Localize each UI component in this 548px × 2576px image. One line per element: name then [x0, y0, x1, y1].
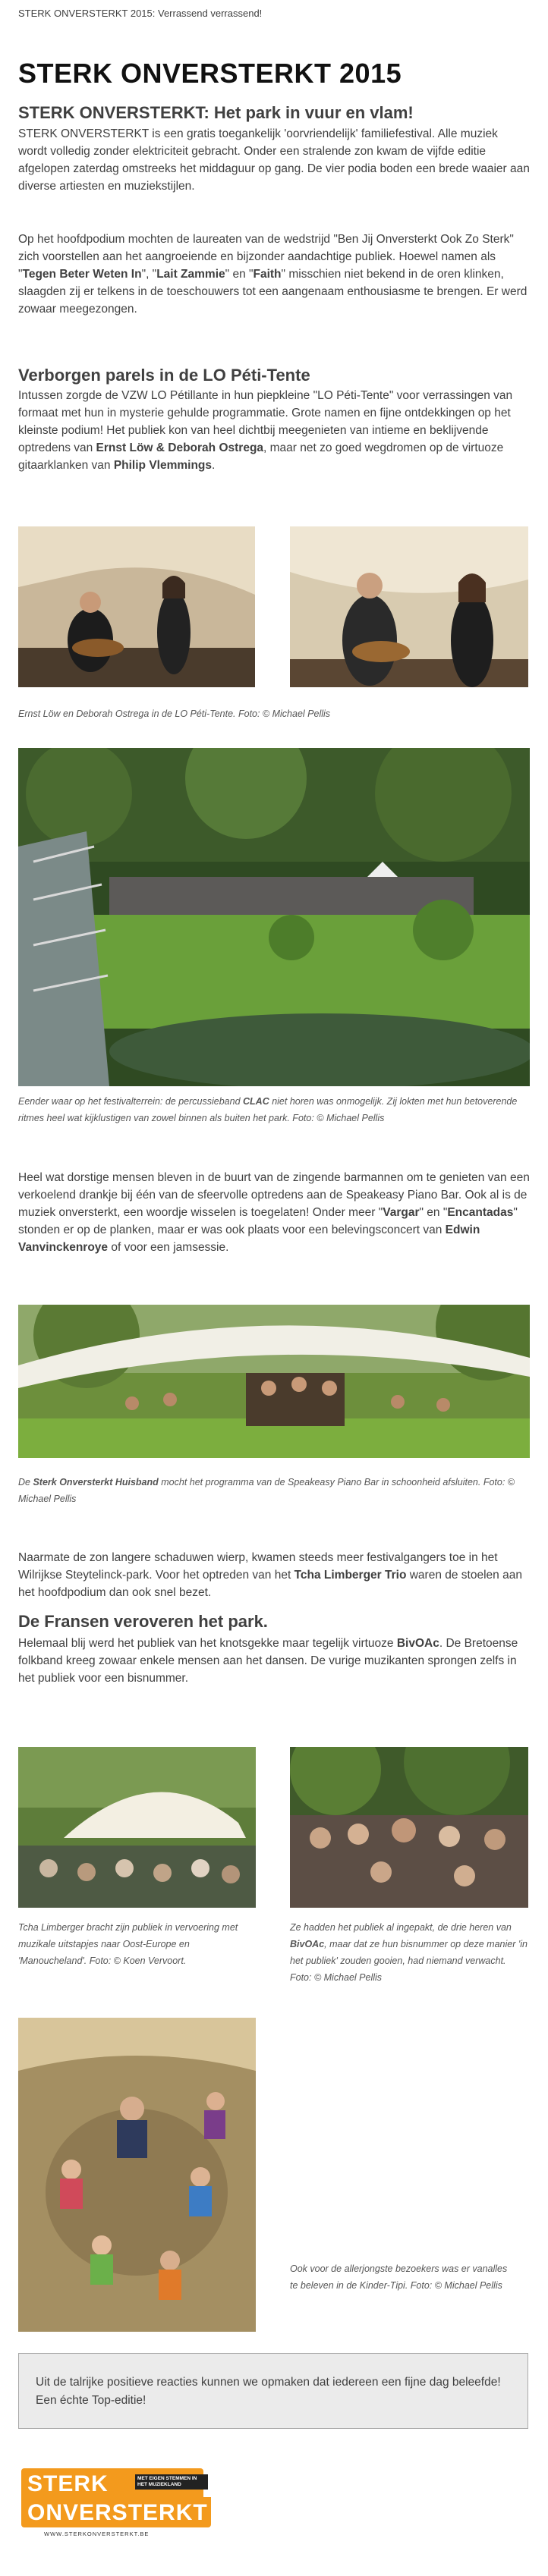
intro-paragraph-2: Op het hoofdpodium mochten de laureaten van de wedstrijd "Ben Jij Onversterkt Ook Zo Sterk" zich voorstellen aan het aangroeiende en bijzonder aandachtige publiek. Hoewel namen als "Tegen Beter Weten In", "Lait Zammie" en "Faith" misschien niet bekend in de oren klinken, slaagden zij er telkens in de toeschouwers tot een aangenaam enthousiasme te brengen. Er werd zowaar meegezongen.	[18, 233, 528, 316]
photo-ernst-deborah-1	[18, 526, 255, 687]
tcha-limberger-paragraph: Naarmate de zon langere schaduwen wierp, kwamen steeds meer festivalgangers toe in het Wilrijkse Steytelinck-park. Voor het optreden van het Tcha Limberger Trio waren de stoelen aan het hoofdpodium dan ook snel bezet.	[18, 1551, 522, 1599]
peti-tente-paragraph: Intussen zorgde de VZW LO Pétillante in hun piepkleine "LO Péti-Tente" voor verrassingen van formaat met hun in mysterie gehulde programmatie. Grote namen en fijne ontdekkingen op het kleinste podium! Het publiek kon van heel dichtbij meegenieten van intieme en beklijvende optredens van Ernst Löw & Deborah Ostrega, maar net zo goed wegdromen op de virtuoze gitaarklanken van Philip Vlemmings.	[18, 389, 513, 472]
photo-huisband-tent	[18, 1305, 530, 1458]
bivoac-paragraph: Helemaal blij werd het publiek van het knotsgekke maar tegelijk virtuoze BivOAc. De Bretoense folkband kreeg zowaar enkele mensen aan het dansen. De vurige muzikanten sprongen zelfs in het publiek voor een bisnummer.	[18, 1637, 518, 1685]
band-name: Lait Zammie	[156, 268, 225, 281]
intro-paragraph-1: STERK ONVERSTERKT is een gratis toegankelijk 'oorvriendelijk' familiefestival. Alle muziek wordt volledig zonder elektriciteit gebracht. Onder een stralende zon kwam de vijfde editie afgelopen zaterdag omstreeks het middaguur op gang. De vier podia boden een brede waaier aan diverse artiesten en muziekstijlen.	[18, 127, 530, 193]
band-name: BivOAc	[396, 1637, 439, 1650]
band-name: Encantadas	[447, 1206, 514, 1219]
band-name: Tegen Beter Weten In	[22, 268, 142, 281]
band-name: Vargar	[383, 1206, 420, 1219]
artist-name: Ernst Löw & Deborah Ostrega	[96, 441, 264, 454]
page-title: STERK ONVERSTERKT 2015	[18, 58, 402, 89]
photo-park-clac	[18, 748, 530, 1086]
photo-caption-clac: Eender waar op het festivalterrein: de percussieband CLAC niet horen was onmogelijk. Zij lokten met hun betoverende ritmes heel wat kijklustigen van zowel binnen als buiten het park. Foto: © Michael Pellis	[18, 1096, 518, 1123]
section-heading-fransen: De Fransen veroveren het park.	[18, 1612, 268, 1631]
photo-caption-kinder-tipi: Ook voor de allerjongste bezoekers was er vanalles te beleven in de Kinder-Tipi. Foto: © Michael Pellis	[290, 2263, 508, 2291]
band-name: Tcha Limberger Trio	[294, 1569, 407, 1582]
photo-caption-bivoac: Ze hadden het publiek al ingepakt, de drie heren van BivOAc, maar dat ze hun bisnummer op deze manier 'in het publiek' zouden gooien, had niemand verwacht. Foto: © Michael Pellis	[290, 1922, 528, 1983]
speakeasy-paragraph: Heel wat dorstige mensen bleven in de buurt van de zingende barmannen om te genieten van een verkoelend drankje bij één van de sfeervolle optredens aan de Speakeasy Piano Bar. Ook al is de muziek onversterkt, een woordje wisselen is toegelaten! Onder meer "Vargar" en "Encantadas" stonden er op de planken, maar er was ook plaats voor een belevingsconcert van Edwin Vanvinckenroye of voor een jamsessie.	[18, 1171, 530, 1254]
artist-name: Philip Vlemmings	[113, 459, 213, 472]
photo-kinder-tipi	[18, 2018, 256, 2332]
preheader-text: STERK ONVERSTERKT 2015: Verrassend verrassend!	[18, 8, 263, 19]
logo-word-onversterkt: ONVERSTERKT	[27, 2500, 208, 2525]
photo-tcha-limberger	[18, 1747, 256, 1908]
section-heading-peti-tente: Verborgen parels in de LO Péti-Tente	[18, 366, 310, 385]
photo-caption-tcha: Tcha Limberger bracht zijn publiek in vervoering met muzikale uitstapjes naar Oost-Europe en 'Manoucheland'. Foto: © Koen Vervoort.	[18, 1922, 238, 1966]
intro-heading: STERK ONVERSTERKT: Het park in vuur en vlam!	[18, 103, 414, 122]
photo-caption-huisband: De Sterk Onversterkt Huisband mocht het programma van de Speakeasy Piano Bar in schoonheid afsluiten. Foto: © Michael Pellis	[18, 1477, 515, 1504]
band-name: Faith	[253, 268, 282, 281]
closing-callout	[18, 2353, 528, 2429]
logo-url: WWW.STERKONVERSTERKT.BE	[44, 2530, 150, 2537]
logo-tagline: MET EIGEN STEMMEN IN HET MUZIEKLAND	[135, 2474, 208, 2490]
photo-caption-peti-tente: Ernst Löw en Deborah Ostrega in de LO Péti-Tente. Foto: © Michael Pellis	[18, 708, 331, 719]
artist-name: Edwin Vanvinckenroye	[18, 1224, 480, 1254]
callout-text: Uit de talrijke positieve reacties kunnen we opmaken dat iedereen een fijne dag beleefde! Een échte Top-editie!	[36, 2376, 501, 2407]
logo-word-sterk: STERK	[27, 2471, 109, 2496]
sterk-onversterkt-logo[interactable]	[21, 2468, 211, 2537]
photo-ernst-deborah-2	[290, 526, 528, 687]
photo-bivoac-crowd	[290, 1747, 528, 1908]
